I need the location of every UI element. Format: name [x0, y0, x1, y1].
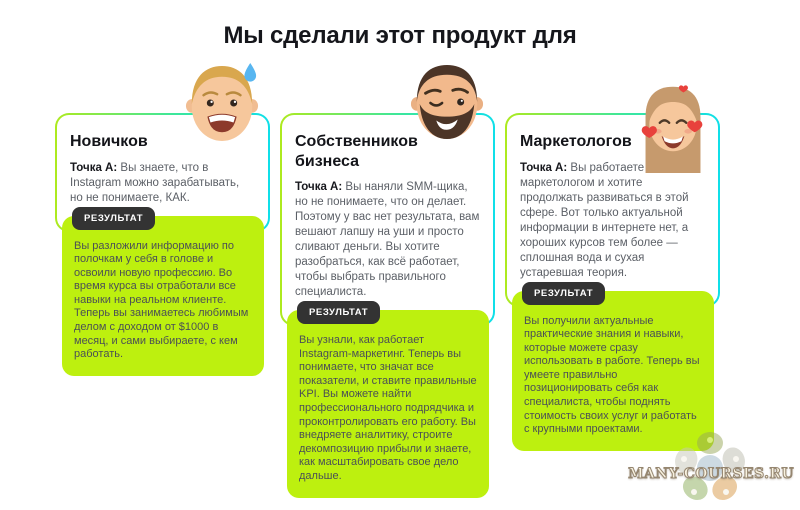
result-block: [287, 307, 489, 498]
audience-card-novices: [55, 113, 270, 376]
point-a-label: Точка А:: [70, 161, 118, 174]
page-title: Мы сделали этот продукт для: [223, 22, 577, 49]
memoji-boy-sweat-icon: [184, 61, 260, 150]
point-a-label: Точка А:: [295, 181, 343, 194]
audience-card-business-owners: [280, 113, 495, 498]
point-a-text: Вы наняли SMM-щика, но не понимаете, что он делает. Поэтому у вас нет результата, вам вешают лапшу на уши и просто сливают деньги. Вы хотите разобраться, как всё работает, чтобы выбрать правильного специалиста.: [295, 181, 480, 299]
result-block: [62, 212, 264, 376]
audience-card-marketers: [505, 113, 720, 451]
memoji-man-wink-icon: [409, 61, 485, 148]
result-text: Вы разложили информацию по полочкам у себя в голове и освоили новую профессию. Во время курса вы отработали все навыки на реальном клиенте. Теперь вы занимаетесь любимым делом с доходом от $1000 в месяц, и сами выбираете, с кем работать.: [74, 239, 249, 361]
card-heading: Собственников бизнеса: [295, 133, 418, 170]
point-a-text: Вы знаете, что в Instagram можно зарабатывать, но не понимаете, КАК.: [70, 161, 240, 204]
landing-section: [0, 22, 800, 503]
result-badge: РЕЗУЛЬТАТ: [72, 207, 155, 230]
result-text: Вы узнали, как работает Instagram-маркетинг. Теперь вы понимаете, что значат все показатели, и ставите правильные KPI. Вы можете найти профессионального подрядчика и проконтролировать его работу. Вы внедряете аналитику, строите декомпозицию прибыли и знаете, как масштабировать свое дело дальше.: [299, 334, 477, 482]
point-a-label: Точка А:: [520, 161, 568, 174]
result-text: Вы получили актуальные практические знания и навыки, которые можете сразу использовать в работе. Теперь вы умеете правильно позиционировать себя как специалиста, чтобы поднять стоимость своих услуг и работать с крупными проектами.: [524, 314, 700, 436]
result-badge: РЕЗУЛЬТАТ: [522, 282, 605, 305]
point-a-text: Вы работаете маркетологом и хотите продолжать развиваться в этой сфере. Вот только актуальной информации в интернете нет, а хороших курсов тем более — сплошная вода и сухая устаревшая теория.: [520, 161, 689, 279]
memoji-woman-hearts-icon: [636, 83, 710, 178]
card-heading: Новичков: [70, 133, 148, 150]
watermark-text: MANY-COURSES.RU: [628, 466, 794, 482]
watermark: [622, 423, 796, 503]
card-heading: Маркетологов: [520, 133, 632, 150]
result-badge: РЕЗУЛЬТАТ: [297, 301, 380, 324]
